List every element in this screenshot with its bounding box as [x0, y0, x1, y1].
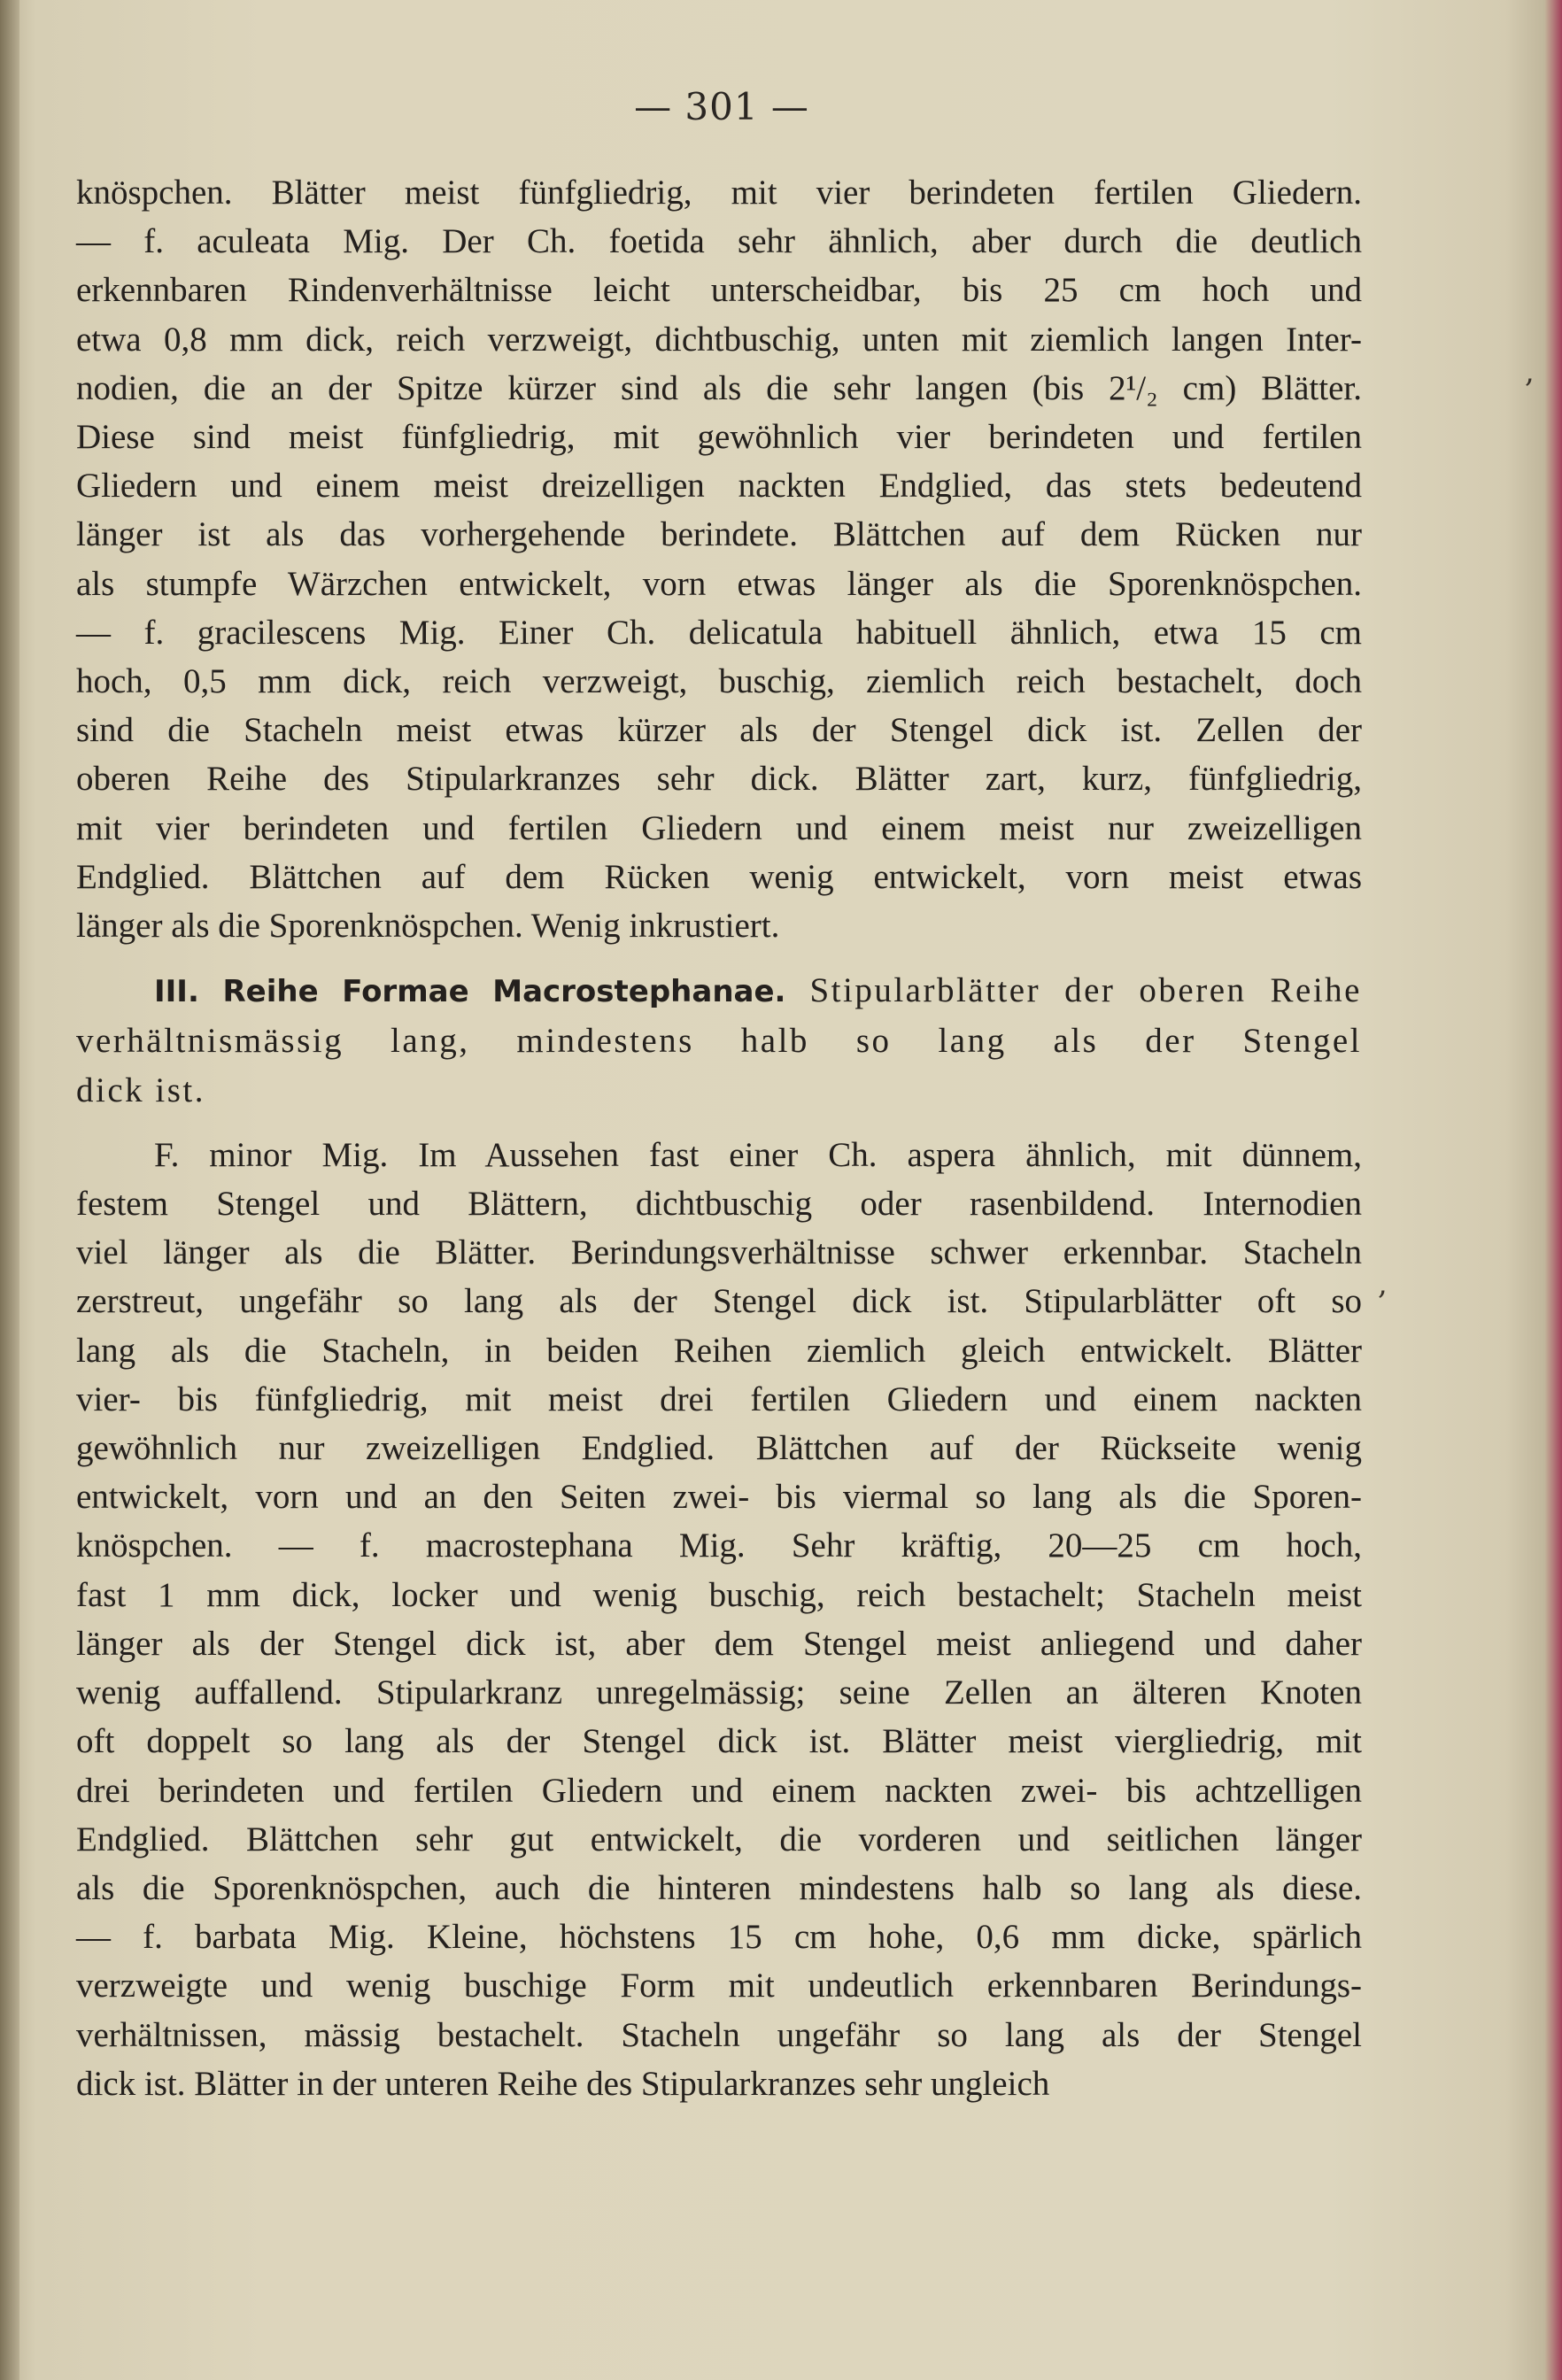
- text-line: — f. barbata Mig. Kleine, höchstens 15 cm hohe, 0,6 mm dicke, spärlich: [76, 1918, 1362, 1957]
- text-line: viel länger als die Blätter. Berindungsverhältnisse schwer erkennbar. Stacheln: [76, 1233, 1362, 1272]
- binding-shadow: [0, 0, 19, 2380]
- text-line: — f. gracilescens Mig. Einer Ch. delicatula habituell ähnlich, etwa 15 cm: [76, 613, 1362, 652]
- text-line: knöspchen. — f. macrostephana Mig. Sehr kräftig, 20—25 cm hoch,: [76, 1526, 1362, 1565]
- text-line: Endglied. Blättchen auf dem Rücken wenig entwickelt, vorn meist etwas: [76, 857, 1362, 896]
- text-line: — f. aculeata Mig. Der Ch. foetida sehr ähnlich, aber durch die deutlich: [76, 222, 1362, 261]
- section-heading: III. Reihe Formae Macrostephanae.: [154, 974, 786, 1010]
- text-line: Diese sind meist fünfgliedrig, mit gewöhnlich vier berindeten und fertilen: [76, 418, 1362, 457]
- text-line: lang als die Stacheln, in beiden Reihen ziemlich gleich entwickelt. Blätter: [76, 1331, 1362, 1370]
- text-line: verhältnissen, mässig bestachelt. Stacheln ungefähr so lang als der Stengel: [76, 2015, 1362, 2054]
- text-line: länger als der Stengel dick ist, aber dem Stengel meist anliegend und daher: [76, 1624, 1362, 1663]
- text-line: dick ist.: [76, 1070, 205, 1109]
- text-line: dick ist. Blätter in der unteren Reihe des Stipularkranzes sehr ungleich: [76, 2064, 1050, 2103]
- text-line: fast 1 mm dick, locker und wenig buschig, reich bestachelt; Stacheln meist: [76, 1575, 1362, 1614]
- text-line: oberen Reihe des Stipularkranzes sehr dick. Blätter zart, kurz, fünfgliedrig,: [76, 760, 1362, 799]
- text-line: nodien, die an der Spitze kürzer sind als die sehr langen (bis 2¹/₂ cm) Blätter.: [76, 368, 1362, 407]
- paragraph: [76, 1131, 1362, 2108]
- text-line: als die Sporenknöspchen, auch die hinteren mindestens halb so lang als diese.: [76, 1868, 1362, 1907]
- text-line: oft doppelt so lang als der Stengel dick ist. Blätter meist viergliedrig, mit: [76, 1722, 1362, 1761]
- page-edge: [1544, 0, 1562, 2380]
- page-number: — 301 —: [634, 85, 809, 128]
- text-line: erkennbaren Rindenverhältnisse leicht unterscheidbar, bis 25 cm hoch und: [76, 271, 1362, 310]
- text-line: F. minor Mig. Im Aussehen fast einer Ch. aspera ähnlich, mit dünnem,: [154, 1135, 1362, 1174]
- text-line: festem Stengel und Blättern, dichtbuschig oder rasenbildend. Internodien: [76, 1185, 1362, 1224]
- margin-tick: ,: [1525, 354, 1535, 390]
- body-text: [76, 168, 1362, 2108]
- text-line: [76, 966, 1362, 1016]
- text-line: als stumpfe Wärzchen entwickelt, vorn etwas länger als die Sporenknöspchen.: [76, 564, 1362, 603]
- text-line: etwa 0,8 mm dick, reich verzweigt, dichtbuschig, unten mit ziemlich langen Inter-: [76, 320, 1362, 359]
- text-line: knöspchen. Blätter meist fünfgliedrig, mit vier berindeten fertilen Gliedern.: [76, 174, 1362, 212]
- text-line: länger ist als das vorhergehende berindete. Blättchen auf dem Rücken nur: [76, 515, 1362, 554]
- section-paragraph: [76, 966, 1362, 1115]
- text-line: zerstreut, ungefähr so lang als der Stengel dick ist. Stipularblätter oft so: [76, 1282, 1362, 1321]
- text-line: entwickelt, vorn und an den Seiten zwei- bis viermal so lang als die Sporen-: [76, 1478, 1362, 1517]
- text-line: Endglied. Blättchen sehr gut entwickelt, die vorderen und seitlichen länger: [76, 1820, 1362, 1858]
- text-line: wenig auffallend. Stipularkranz unregelmässig; seine Zellen an älteren Knoten: [76, 1673, 1362, 1712]
- text-line: verhältnismässig lang, mindestens halb so lang als der Stengel: [76, 1022, 1362, 1061]
- text-line: verzweigte und wenig buschige Form mit undeutlich erkennbaren Berindungs-: [76, 1967, 1362, 2005]
- text-line: Gliedern und einem meist dreizelligen nackten Endglied, das stets bedeutend: [76, 467, 1362, 506]
- text-line: drei berindeten und fertilen Gliedern und einem nackten zwei- bis achtzelligen: [76, 1771, 1362, 1810]
- text-line: mit vier berindeten und fertilen Gliedern und einem meist nur zweizelligen: [76, 808, 1362, 847]
- text-line: gewöhnlich nur zweizelligen Endglied. Blättchen auf der Rückseite wenig: [76, 1429, 1362, 1468]
- text-line: hoch, 0,5 mm dick, reich verzweigt, buschig, ziemlich reich bestachelt, doch: [76, 662, 1362, 701]
- paragraph: [76, 168, 1362, 950]
- text-line: sind die Stacheln meist etwas kürzer als der Stengel dick ist. Zellen der: [76, 711, 1362, 750]
- text-line: vier- bis fünfgliedrig, mit meist drei fertilen Gliedern und einem nackten: [76, 1379, 1362, 1418]
- margin-tick: ,: [1378, 1266, 1388, 1302]
- heading-continuation: Stipularblätter der oberen Reihe: [785, 971, 1362, 1010]
- text-line: länger als die Sporenknöspchen. Wenig inkrustiert.: [76, 907, 780, 946]
